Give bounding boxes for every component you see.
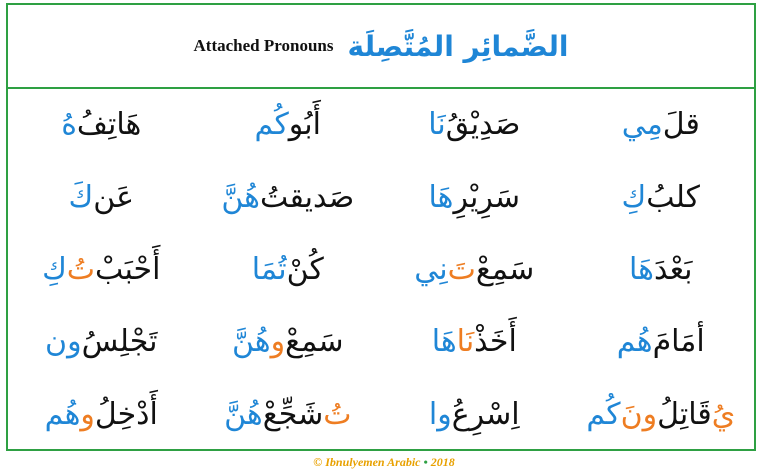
word-segment: سَمِعْ (285, 324, 344, 360)
word-segment: ونَ (620, 396, 658, 432)
word-cell (568, 161, 755, 233)
footer-year: 2018 (430, 455, 455, 469)
word-segment: نِي (414, 251, 448, 287)
word-segment: كُنْ (286, 251, 324, 287)
word-segment: قلَ (662, 107, 700, 143)
word-cell (8, 306, 195, 378)
word-cell (381, 234, 568, 306)
word-cell (8, 379, 195, 451)
word-cell (568, 234, 755, 306)
word-cell (195, 161, 382, 233)
word-segment: و (270, 324, 286, 360)
word-segment: هُنَّ (231, 324, 271, 360)
word-cell (8, 161, 195, 233)
word-segment: هُم (616, 324, 653, 360)
word-segment: كُم (586, 396, 621, 432)
word-segment: أَبُو (288, 107, 321, 143)
table-frame (6, 3, 756, 451)
word-segment: كَ (68, 179, 94, 215)
footer-credit (0, 452, 768, 472)
word-segment: و (80, 396, 95, 432)
word-segment: كلبُ (646, 179, 700, 215)
word-segment: هَا (431, 324, 457, 360)
word-segment: أمَامَ (652, 324, 705, 360)
word-segment: كِ (621, 179, 647, 215)
word-cell (195, 306, 382, 378)
word-cell (568, 306, 755, 378)
word-cell (195, 89, 382, 161)
word-segment: هُنَّ (221, 179, 260, 215)
word-segment: تَ (447, 251, 476, 287)
word-segment: نَا (456, 324, 475, 360)
word-cell (8, 89, 195, 161)
word-cell (195, 379, 382, 451)
word-segment: يُ (711, 396, 736, 432)
word-segment: هَا (428, 179, 454, 215)
word-segment: تُمَا (251, 251, 287, 287)
word-cell (568, 89, 755, 161)
word-segment: قَاتِلُ (657, 396, 712, 432)
word-segment: أَحْبَبْ (95, 251, 161, 287)
pronoun-grid (8, 89, 754, 451)
word-segment: هَا (628, 251, 654, 287)
word-segment: تَجْلِسُ (81, 324, 158, 360)
word-segment: أَدْخِلُ (94, 396, 158, 432)
word-segment: عَن (93, 179, 134, 215)
word-segment: هُم (44, 396, 81, 432)
word-cell (381, 306, 568, 378)
word-segment: بَعْدَ (653, 251, 693, 287)
word-segment: ون (45, 324, 82, 360)
word-segment: سَرِيْرِ (453, 179, 521, 215)
word-segment: تُ (323, 396, 352, 432)
word-cell (8, 234, 195, 306)
word-cell (195, 234, 382, 306)
word-segment: هَاتِفُ (76, 107, 142, 143)
word-segment: وا (428, 396, 452, 432)
word-segment: سَمِعْ (475, 251, 535, 287)
word-segment: كِ (42, 251, 67, 287)
header (8, 5, 754, 89)
title-english: Attached Pronouns (193, 36, 334, 55)
word-cell (568, 379, 755, 451)
word-segment: نَا (428, 107, 446, 143)
word-segment: أَخَذْ (474, 324, 517, 360)
word-segment: مِي (621, 107, 663, 143)
word-segment: صَدِيْقُ (445, 107, 521, 143)
word-cell (381, 89, 568, 161)
word-segment: هُنَّ (224, 396, 263, 432)
word-segment: شَجِّعْ (262, 396, 324, 432)
footer-separator: • (423, 455, 428, 469)
word-segment: تُ (66, 251, 96, 287)
word-cell (381, 379, 568, 451)
word-segment: كُم (254, 107, 289, 143)
footer-copyright: © Ibnulyemen Arabic (313, 455, 421, 469)
word-segment: صَديقتُ (259, 179, 355, 215)
word-segment: اِسْرِعُ (451, 396, 520, 432)
title-arabic: الضَّمائِر المُتَّصِلَة (347, 29, 569, 63)
word-segment: هُ (61, 107, 77, 143)
word-cell (381, 161, 568, 233)
